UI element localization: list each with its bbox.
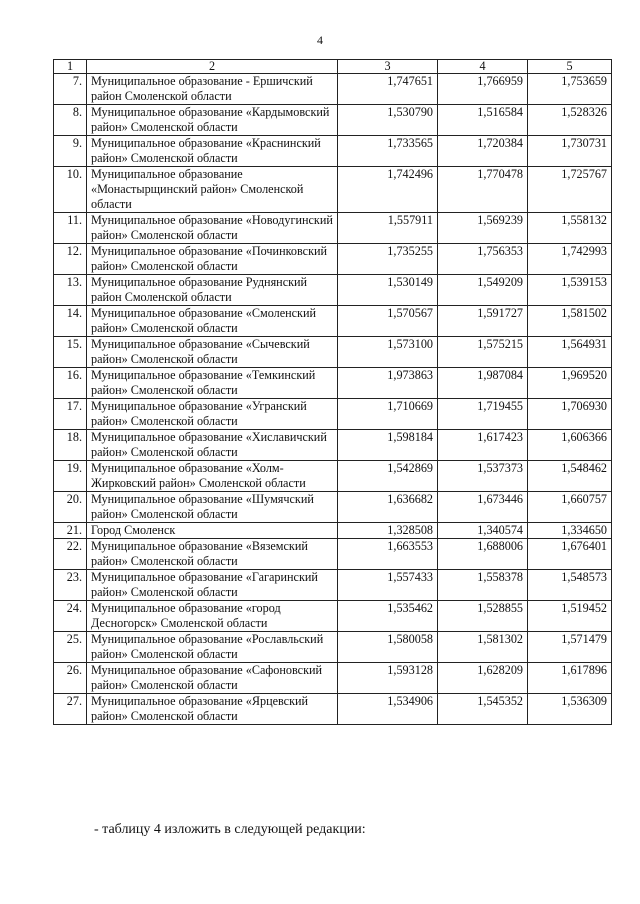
value-column-3-cell: 1,973863: [338, 368, 438, 399]
municipality-name-cell: Муниципальное образование «Сафоновский район» Смоленской области: [87, 663, 338, 694]
value-column-4-cell: 1,766959: [438, 74, 528, 105]
value-column-5-cell: 1,528326: [528, 105, 612, 136]
table-row: [54, 213, 612, 244]
value-column-4-cell: 1,720384: [438, 136, 528, 167]
row-number-cell: 22.: [54, 539, 87, 570]
value-column-4-cell: 1,987084: [438, 368, 528, 399]
table-row: [54, 539, 612, 570]
table-row: [54, 663, 612, 694]
value-column-3-cell: 1,663553: [338, 539, 438, 570]
municipality-name-cell: Муниципальное образование «Ярцевский район» Смоленской области: [87, 694, 338, 725]
value-column-4-cell: 1,575215: [438, 337, 528, 368]
municipality-name-cell: Муниципальное образование «Холм-Жирковский район» Смоленской области: [87, 461, 338, 492]
municipality-name-cell: Муниципальное образование «Угранский район» Смоленской области: [87, 399, 338, 430]
row-number-cell: 13.: [54, 275, 87, 306]
value-column-5-cell: 1,564931: [528, 337, 612, 368]
value-column-3-cell: 1,530790: [338, 105, 438, 136]
value-column-5-cell: 1,539153: [528, 275, 612, 306]
table-row: [54, 570, 612, 601]
value-column-3-cell: 1,570567: [338, 306, 438, 337]
row-number-cell: 16.: [54, 368, 87, 399]
coefficients-table: [53, 59, 612, 725]
municipality-name-cell: Муниципальное образование - Ершичский район Смоленской области: [87, 74, 338, 105]
value-column-4-cell: 1,549209: [438, 275, 528, 306]
row-number-cell: 17.: [54, 399, 87, 430]
value-column-5-cell: 1,753659: [528, 74, 612, 105]
value-column-4-cell: 1,617423: [438, 430, 528, 461]
value-column-4-cell: 1,545352: [438, 694, 528, 725]
row-number-cell: 8.: [54, 105, 87, 136]
value-column-5-cell: 1,617896: [528, 663, 612, 694]
value-column-5-cell: 1,730731: [528, 136, 612, 167]
value-column-5-cell: 1,581502: [528, 306, 612, 337]
value-column-3-cell: 1,747651: [338, 74, 438, 105]
table-row: [54, 306, 612, 337]
value-column-3-cell: 1,580058: [338, 632, 438, 663]
municipality-name-cell: Муниципальное образование Руднянский район Смоленской области: [87, 275, 338, 306]
column-header-4: 4: [438, 60, 528, 74]
municipality-name-cell: Муниципальное образование «Кардымовский район» Смоленской области: [87, 105, 338, 136]
value-column-4-cell: 1,537373: [438, 461, 528, 492]
value-column-5-cell: 1,706930: [528, 399, 612, 430]
value-column-5-cell: 1,548573: [528, 570, 612, 601]
table-body: [54, 74, 612, 725]
row-number-cell: 20.: [54, 492, 87, 523]
municipality-name-cell: Муниципальное образование «Хиславичский район» Смоленской области: [87, 430, 338, 461]
table-row: [54, 430, 612, 461]
column-header-3: 3: [338, 60, 438, 74]
value-column-5-cell: 1,742993: [528, 244, 612, 275]
value-column-4-cell: 1,558378: [438, 570, 528, 601]
row-number-cell: 10.: [54, 167, 87, 213]
value-column-5-cell: 1,548462: [528, 461, 612, 492]
municipality-name-cell: Муниципальное образование «Темкинский район» Смоленской области: [87, 368, 338, 399]
value-column-3-cell: 1,598184: [338, 430, 438, 461]
row-number-cell: 19.: [54, 461, 87, 492]
table-row: [54, 694, 612, 725]
value-column-3-cell: 1,535462: [338, 601, 438, 632]
municipality-name-cell: Муниципальное образование «Сычевский район» Смоленской области: [87, 337, 338, 368]
municipality-name-cell: Муниципальное образование «Починковский район» Смоленской области: [87, 244, 338, 275]
value-column-4-cell: 1,756353: [438, 244, 528, 275]
table-row: [54, 275, 612, 306]
value-column-4-cell: 1,770478: [438, 167, 528, 213]
municipality-name-cell: Муниципальное образование «Монастырщинский район» Смоленской области: [87, 167, 338, 213]
value-column-4-cell: 1,719455: [438, 399, 528, 430]
row-number-cell: 14.: [54, 306, 87, 337]
row-number-cell: 18.: [54, 430, 87, 461]
value-column-4-cell: 1,340574: [438, 523, 528, 539]
table-row: [54, 337, 612, 368]
value-column-3-cell: 1,542869: [338, 461, 438, 492]
row-number-cell: 15.: [54, 337, 87, 368]
value-column-3-cell: 1,557433: [338, 570, 438, 601]
value-column-4-cell: 1,591727: [438, 306, 528, 337]
value-column-3-cell: 1,530149: [338, 275, 438, 306]
column-header-1: 1: [54, 60, 87, 74]
value-column-5-cell: 1,536309: [528, 694, 612, 725]
municipality-name-cell: Муниципальное образование «Краснинский район» Смоленской области: [87, 136, 338, 167]
value-column-4-cell: 1,516584: [438, 105, 528, 136]
row-number-cell: 21.: [54, 523, 87, 539]
table-row: [54, 105, 612, 136]
municipality-name-cell: Муниципальное образование «Шумячский район» Смоленской области: [87, 492, 338, 523]
value-column-3-cell: 1,573100: [338, 337, 438, 368]
value-column-5-cell: 1,725767: [528, 167, 612, 213]
row-number-cell: 7.: [54, 74, 87, 105]
value-column-5-cell: 1,334650: [528, 523, 612, 539]
table-row: [54, 368, 612, 399]
value-column-3-cell: 1,733565: [338, 136, 438, 167]
municipality-name-cell: Муниципальное образование «город Десногорск» Смоленской области: [87, 601, 338, 632]
value-column-3-cell: 1,636682: [338, 492, 438, 523]
row-number-cell: 23.: [54, 570, 87, 601]
table-row: [54, 601, 612, 632]
page-number: 4: [317, 33, 323, 47]
value-column-3-cell: 1,328508: [338, 523, 438, 539]
row-number-cell: 12.: [54, 244, 87, 275]
column-header-2: 2: [87, 60, 338, 74]
value-column-3-cell: 1,534906: [338, 694, 438, 725]
value-column-4-cell: 1,581302: [438, 632, 528, 663]
row-number-cell: 11.: [54, 213, 87, 244]
column-header-5: 5: [528, 60, 612, 74]
table-row: [54, 136, 612, 167]
table-row: [54, 461, 612, 492]
table-row: [54, 167, 612, 213]
table-header-row: [54, 60, 612, 74]
value-column-5-cell: 1,571479: [528, 632, 612, 663]
value-column-4-cell: 1,628209: [438, 663, 528, 694]
value-column-3-cell: 1,557911: [338, 213, 438, 244]
value-column-4-cell: 1,673446: [438, 492, 528, 523]
table-row: [54, 244, 612, 275]
municipality-name-cell: Муниципальное образование «Рославльский район» Смоленской области: [87, 632, 338, 663]
footer-note: - таблицу 4 изложить в следующей редакции:: [94, 822, 366, 837]
row-number-cell: 25.: [54, 632, 87, 663]
value-column-5-cell: 1,660757: [528, 492, 612, 523]
municipality-name-cell: Муниципальное образование «Гагаринский район» Смоленской области: [87, 570, 338, 601]
value-column-5-cell: 1,676401: [528, 539, 612, 570]
value-column-4-cell: 1,569239: [438, 213, 528, 244]
value-column-5-cell: 1,558132: [528, 213, 612, 244]
table-row: [54, 399, 612, 430]
municipality-name-cell: Город Смоленск: [87, 523, 338, 539]
row-number-cell: 24.: [54, 601, 87, 632]
table-row: [54, 632, 612, 663]
value-column-5-cell: 1,606366: [528, 430, 612, 461]
municipality-name-cell: Муниципальное образование «Вяземский район» Смоленской области: [87, 539, 338, 570]
value-column-5-cell: 1,519452: [528, 601, 612, 632]
value-column-3-cell: 1,742496: [338, 167, 438, 213]
row-number-cell: 27.: [54, 694, 87, 725]
municipality-name-cell: Муниципальное образование «Новодугинский район» Смоленской области: [87, 213, 338, 244]
table-row: [54, 492, 612, 523]
value-column-4-cell: 1,528855: [438, 601, 528, 632]
row-number-cell: 26.: [54, 663, 87, 694]
row-number-cell: 9.: [54, 136, 87, 167]
table-row: [54, 523, 612, 539]
value-column-3-cell: 1,593128: [338, 663, 438, 694]
value-column-4-cell: 1,688006: [438, 539, 528, 570]
municipality-name-cell: Муниципальное образование «Смоленский район» Смоленской области: [87, 306, 338, 337]
value-column-5-cell: 1,969520: [528, 368, 612, 399]
table-row: [54, 74, 612, 105]
value-column-3-cell: 1,735255: [338, 244, 438, 275]
value-column-3-cell: 1,710669: [338, 399, 438, 430]
